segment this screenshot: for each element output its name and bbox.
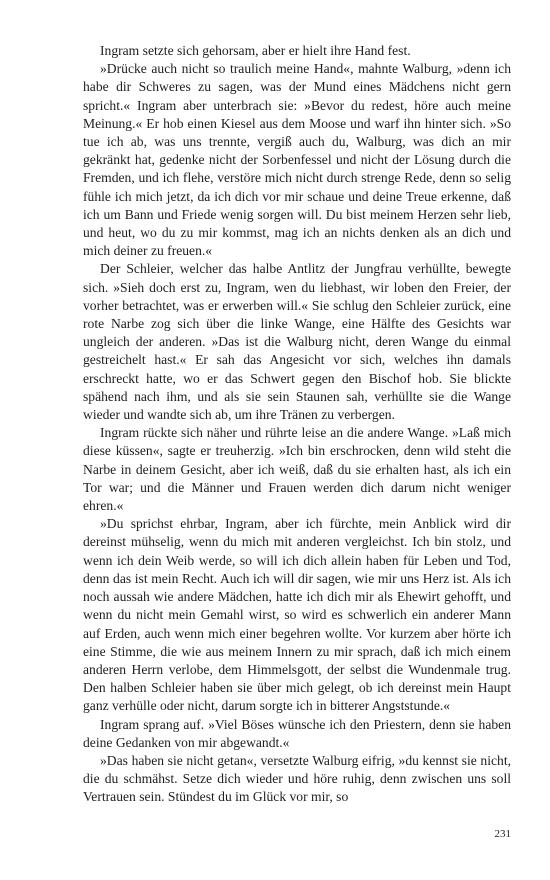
paragraph: »Das haben sie nicht getan«, versetzte Walburg eifrig, »du kennst sie nicht, die du schmähst. Setze dich wieder und höre ruhig, denn zwischen uns soll Vertrauen sein. Stündest du im Glück vor mir, so <box>83 752 511 805</box>
paragraph: »Drücke auch nicht so traulich meine Hand«, mahnte Walburg, »denn ich habe dir Schweres zu sagen, was der Mund eines Mädchens nicht gern spricht.« Ingram aber unterbrach sie: »Bevor du redest, höre auch meine Meinung.« Er hob einen Kiesel aus dem Moose und warf ihn hinter sich. »So tue ich ab, was uns trennte, vergiß auch du, Walburg, was dich an mir gekränkt hat, gedenke nicht der Sorbenfessel und nicht der Lösung durch die Fremden, und ich flehe, verstöre mich nicht durch strenge Rede, denn so selig fühle ich mich jetzt, da ich dich vor mir schaue und deine Treue erkenne, daß ich um Bann und Friede wenig sorgen will. Du bist meinem Herzen sehr lieb, und heut, wo du zu mir kommst, mag ich an nichts denken als an dich und mich deiner zu freuen.« <box>83 61 511 259</box>
paragraph: Ingram setzte sich gehorsam, aber er hielt ihre Hand fest. <box>100 43 411 58</box>
paragraph: Ingram rückte sich näher und rührte leise an die andere Wange. »Laß mich diese küssen«, sagte er treuherzig. »Ich bin erschrocken, denn wild steht die Narbe in deinem Gesicht, aber ich weiß, daß du sie erhalten hast, als ich ein Tor war; und die Männer und Frauen werden dich darum nicht weniger ehren.« <box>83 425 511 514</box>
body-text <box>83 42 511 807</box>
page-number: 231 <box>494 828 511 840</box>
paragraph: Der Schleier, welcher das halbe Antlitz der Jungfrau verhüllte, bewegte sich. »Sieh doch erst zu, Ingram, wen du liebhast, wir loben den Freier, der vorher betrachtet, was er erwerben will.« Sie schlug den Schleier zurück, eine rote Narbe zog sich über die linke Wange, eine Hälfte des Gesichts war ungleich der anderen. »Das ist die Walburg nicht, deren Wange du einmal gestreichelt hast.« Er sah das Angesicht vor sich, welches ihn damals erschreckt hatte, wo er das Schwert gegen den Bischof hob. Sie blickte spähend nach ihm, und als sie sein Staunen sah, verhüllte sie die Wange wieder und wandte sich ab, um ihre Tränen zu verbergen. <box>83 261 511 423</box>
paragraph: Ingram sprang auf. »Viel Böses wünsche ich den Priestern, denn sie haben deine Gedanken von mir abgewandt.« <box>83 716 511 750</box>
paragraph: »Du sprichst ehrbar, Ingram, aber ich fürchte, mein Anblick wird dir dereinst mühselig, wenn du mich mit anderen vergleichst. Ich bin stolz, und wenn ich dein Weib werde, so will ich dich allein haben für Leben und Tod, denn das ist mein Recht. Auch ich will dir sagen, wie mir uns Herz ist. Als ich noch aussah wie andere Mädchen, hatte ich dich mir als Ehewirt gehofft, und wenn du nicht mein Gemahl wirst, so wird es schwerlich ein anderer Mann auf Erden, auch wenn mich einer begehren wollte. Vor kurzem aber hörte ich eine Stimme, die wie aus meinem Innern zu mir sprach, daß ich mich einem anderen Herrn verlobe, dem Himmelsgott, der selbst die Wundenmale trug. Den halben Schleier haben sie über mich gelegt, ob ich dereinst mein Haupt ganz verhülle oder nicht, darum sorgte ich in bitterer Angststunde.« <box>83 516 511 714</box>
